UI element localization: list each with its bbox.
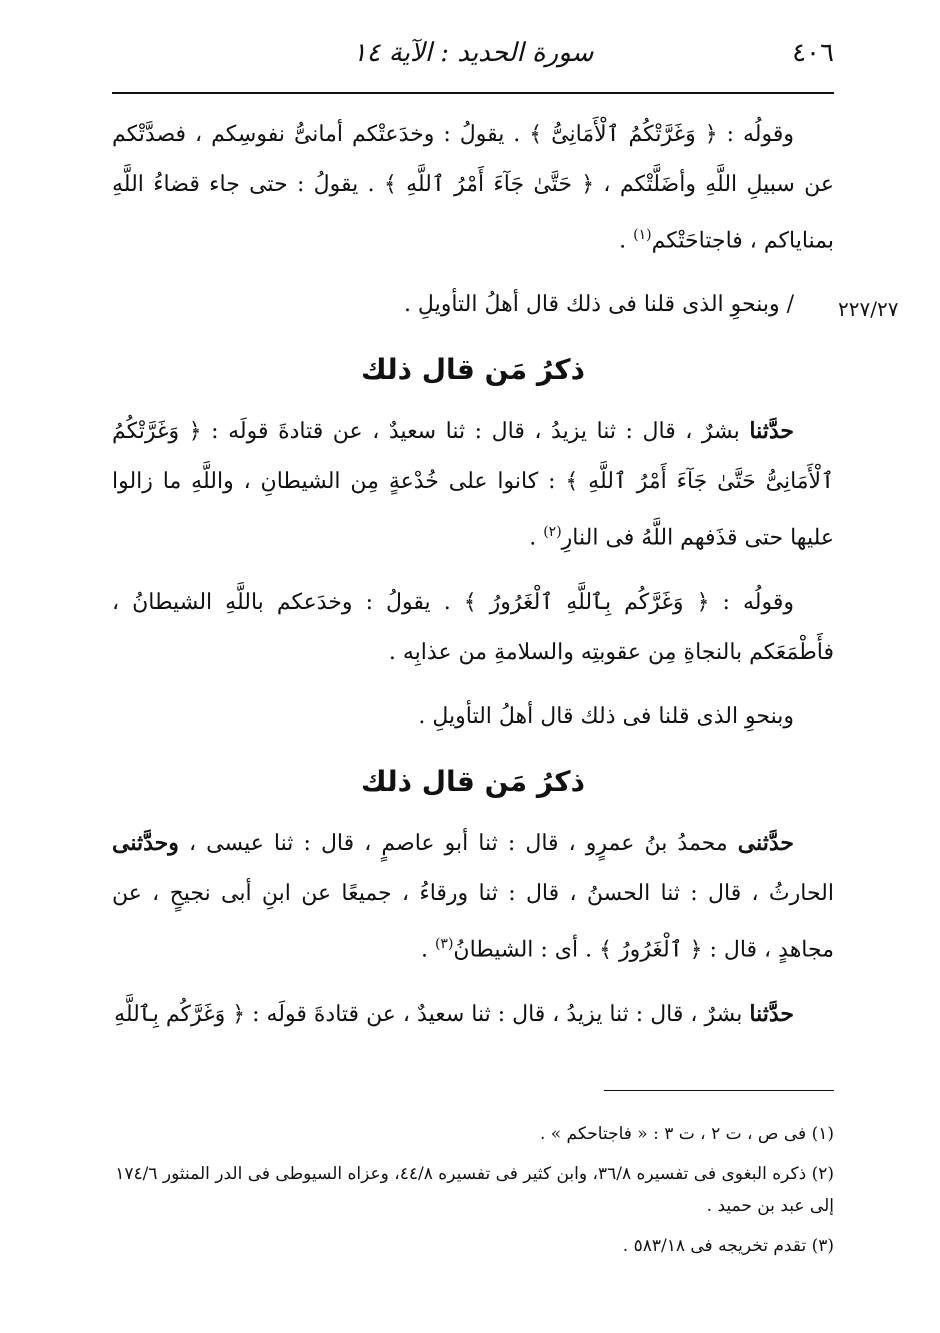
- body-text: [112, 110, 834, 1054]
- paragraph-7: [112, 989, 834, 1040]
- paragraph-text: محمدُ بنُ عمرٍو ، قال : ثنا أبو عاصمٍ ، قال : ثنا عيسى ،: [178, 830, 738, 856]
- paragraph-text: وقولُه : ﴿ وَغَرَّكُم بِٱللَّهِ ٱلْغَرُورُ ﴾ . يقولُ : وخدَعكم باللَّهِ الشيطانُ ، فأَطْمَعَكم بالنجاةِ مِن عقوبتِه والسلامةِ من عذابِه .: [112, 589, 834, 665]
- paragraph-text: الحارثُ ، قال : ثنا الحسنُ ، قال : ثنا ورقاءُ ، جميعًا عن ابنِ أبى نجيحٍ ، عن مجاهدٍ ، قال : ﴿ ٱلْغَرُورُ ﴾ . أى : الشيطانُ: [112, 880, 834, 962]
- paragraph-3: [112, 406, 834, 563]
- paragraph-end: .: [529, 525, 544, 551]
- footnote-ref-2: (٢): [543, 524, 562, 541]
- paragraph-2: [112, 280, 834, 330]
- footnote-rule: [604, 1090, 834, 1091]
- paragraph-end: .: [619, 228, 634, 254]
- paragraph-text: بشرٌ ، قال : ثنا يزيدُ ، قال : ثنا سعيدٌ ، عن قتادةَ قولَه : ﴿ وَغَرَّتْكُمُ ٱلْأَمَانِىُّ حَتَّىٰ جَآءَ أَمْرُ ٱللَّهِ ﴾ : كانوا على خُدْعةٍ مِن الشيطانِ ، واللَّهِ ما زالوا عليها حتى قذَفهم اللَّهُ فى النارِ: [112, 419, 834, 551]
- paragraph-text: / وبنحوِ الذى قلنا فى ذلك قال أهلُ التأويلِ .: [403, 292, 794, 318]
- section-heading-2: ذكرُ مَن قال ذلك: [361, 764, 585, 798]
- footnote-1: (١) فى ص ، ت ٢ ، ت ٣ : « فاجتاحكم » .: [539, 1124, 834, 1144]
- paragraph-text: بشرٌ ، قال : ثنا يزيدُ ، قال : ثنا سعيدٌ ، عن قتادةَ قولَه : ﴿ وَغَرَّكُم بِٱللَّهِ: [114, 1001, 750, 1027]
- paragraph-4: [112, 578, 834, 678]
- footnotes: [112, 1118, 834, 1270]
- page-header: [112, 32, 834, 82]
- footnote-2: (٢) ذكره البغوى فى تفسيره ٣٦/٨، وابن كثير فى تفسيره ٤٤/٨، وعزاه السيوطى فى الدر المنثور ١٧٤/٦ إلى عبد بن حميد .: [115, 1164, 834, 1216]
- paragraph-text: وبنحوِ الذى قلنا فى ذلك قال أهلُ التأويلِ .: [418, 703, 794, 729]
- marginal-reference: ٢٢٧/٢٧: [838, 297, 899, 321]
- footnote-ref-1: (١): [633, 227, 652, 243]
- paragraph-6: [112, 818, 834, 975]
- paragraph-end: .: [420, 936, 435, 962]
- footnote-ref-3: (٣): [434, 935, 454, 952]
- section-heading-1: ذكرُ مَن قال ذلك: [361, 353, 585, 387]
- running-title: سورة الحديد : الآية ١٤: [352, 38, 594, 68]
- hadith-lead: حدَّثنا: [749, 418, 794, 445]
- paragraph-text: وقولُه : ﴿ وَغَرَّتْكُمُ ٱلْأَمَانِىُّ ﴾ . يقولُ : وخدَعتْكم أمانىُّ نفوسِكم ، فصدَّتْكم عن سبيلِ اللَّهِ وأضَلَّتْكم ، ﴿ حَتَّىٰ جَآءَ أَمْرُ ٱللَّهِ ﴾ . يقولُ : حتى جاء قضاءُ اللَّهِ بمناياكم ، فاجتاحَتْكم: [112, 122, 834, 254]
- paragraph-5: [112, 692, 834, 742]
- hadith-lead: حدَّثنى: [737, 829, 794, 856]
- header-rule: [112, 92, 834, 94]
- hadith-lead: حدَّثنا: [749, 1000, 794, 1027]
- footnote-3: (٣) تقدم تخريجه فى ٥٨٣/١٨ .: [622, 1236, 834, 1256]
- page-number: ٤٠٦: [792, 38, 834, 68]
- hadith-lead-2: وحدَّثنى: [112, 829, 179, 856]
- paragraph-1: [112, 110, 834, 266]
